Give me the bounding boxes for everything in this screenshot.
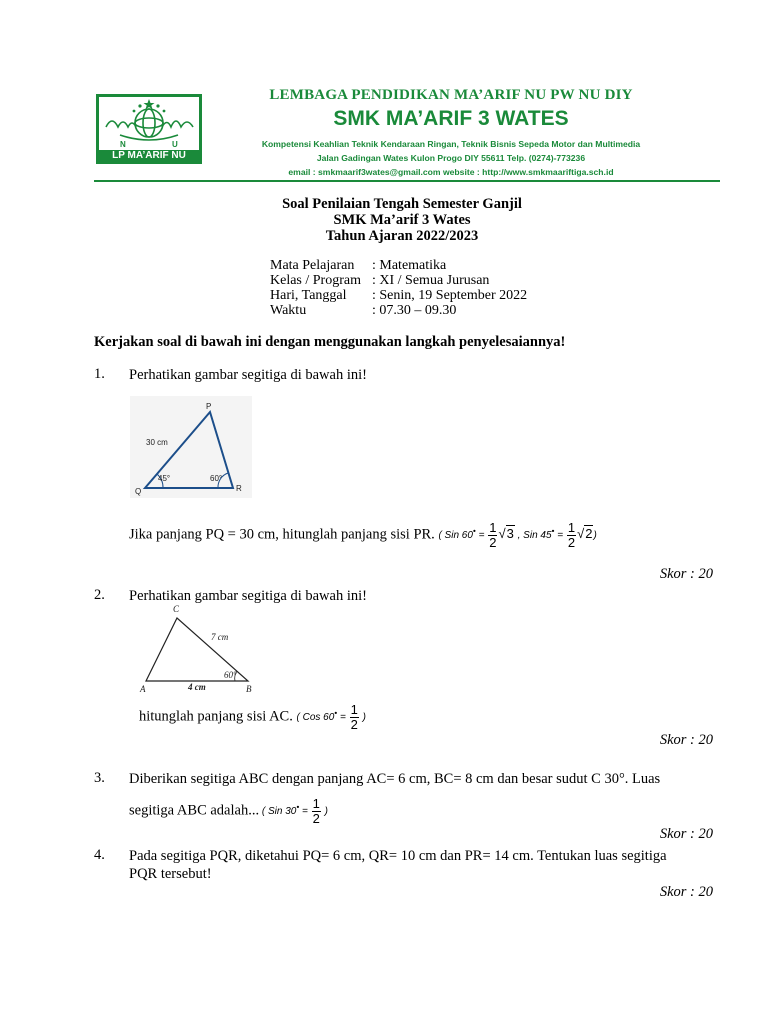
competencies-line: Kompetensi Keahlian Teknik Kendaraan Ringan, Teknik Bisnis Sepeda Motor dan Multimedia xyxy=(261,139,641,149)
hint-close: ) xyxy=(324,806,329,818)
fraction-denominator: 2 xyxy=(489,535,497,551)
angle-b-label: 60° xyxy=(224,670,237,680)
question-2-task-text: hitunglah panjang sisi AC. xyxy=(139,708,293,725)
question-1-task-text: Jika panjang PQ = 30 cm, hitunglah panjang sisi PR. xyxy=(129,526,435,543)
exam-year: Tahun Ajaran 2022/2023 xyxy=(325,228,479,244)
info-value: : XI / Semua Jurusan xyxy=(372,273,490,288)
instruction: Kerjakan soal di bawah ini dengan menggunakan langkah penyelesaiannya! xyxy=(94,334,566,350)
angle-r-label: 60° xyxy=(210,474,223,483)
vertex-b-label: B xyxy=(246,684,252,694)
contact-line: email : smkmaarif3wates@gmail.com website : http://www.smkmaariftiga.sch.id xyxy=(288,167,614,177)
vertex-c-label: C xyxy=(173,604,180,614)
address-line: Jalan Gadingan Wates Kulon Progo DIY 55611 Telp. (0274)-773236 xyxy=(316,153,586,163)
hint-text: ( Sin 30 xyxy=(261,806,297,818)
question-4-line-1: Pada segitiga PQR, diketahui PQ= 6 cm, QR= 10 cm dan PR= 14 cm. Tentukan luas segitiga xyxy=(129,848,667,864)
question-4-score: Skor : 20 xyxy=(659,884,713,900)
hint-close: ) xyxy=(593,530,597,542)
question-1-number: 1. xyxy=(94,366,105,382)
hint-equals: = xyxy=(337,712,346,724)
vertex-r-label: R xyxy=(236,484,242,493)
fraction-numerator: 1 xyxy=(567,520,576,536)
organization-name: LEMBAGA PENDIDIKAN MA’ARIF NU PW NU DIY xyxy=(269,87,633,103)
hint-text: ( Cos 60 xyxy=(296,712,335,724)
question-3-hint: ( Sin 30• = $\frac{1}{2}$ ) xyxy=(261,796,329,827)
info-value: : Matematika xyxy=(372,258,447,273)
logo-letter-u: U xyxy=(172,140,178,149)
logo-letter-n: N xyxy=(120,140,126,149)
question-1-prompt: Perhatikan gambar segitiga di bawah ini! xyxy=(129,367,367,383)
question-4-number: 4. xyxy=(94,847,105,863)
hint-equals: = xyxy=(299,806,308,818)
question-1-hint: ( Sin 60• = $\frac{1}{2}$ √3 , Sin 45• = $\frac{1}{2}$ √2) xyxy=(438,520,597,551)
question-3-number: 3. xyxy=(94,770,105,786)
question-2-number: 2. xyxy=(94,587,105,603)
info-row-date xyxy=(270,288,527,303)
info-value: : Senin, 19 September 2022 xyxy=(372,288,528,303)
hint-separator: , Sin 45 xyxy=(514,530,552,542)
info-row-subject xyxy=(270,258,446,273)
info-key: Hari, Tanggal xyxy=(270,288,347,303)
fraction-denominator: 2 xyxy=(567,535,576,551)
info-key: Waktu xyxy=(270,303,307,318)
question-3-line-1: Diberikan segitiga ABC dengan panjang AC= 6 cm, BC= 8 cm dan besar sudut C 30°. Luas xyxy=(129,771,661,787)
vertex-p-label: P xyxy=(206,402,212,411)
info-key: Kelas / Program xyxy=(270,273,361,288)
question-3-score: Skor : 20 xyxy=(659,826,713,842)
school-name: SMK MA’ARIF 3 WATES xyxy=(333,107,569,130)
exam-title: Soal Penilaian Tengah Semester Ganjil xyxy=(282,196,522,212)
hint-equals: = xyxy=(475,530,485,542)
side-ab-label: 4 cm xyxy=(188,682,206,692)
fraction-numerator: 1 xyxy=(312,796,320,812)
question-1-score: Skor : 20 xyxy=(659,566,713,582)
triangle-pqr-figure xyxy=(130,396,252,498)
question-2-hint: ( Cos 60• = $\frac{1}{2}$ ) xyxy=(296,702,366,733)
angle-q-label: 45° xyxy=(158,474,171,483)
exam-school: SMK Ma’arif 3 Wates xyxy=(333,212,471,228)
question-1-task xyxy=(129,520,597,550)
question-3-line-2 xyxy=(129,796,328,826)
question-2-score: Skor : 20 xyxy=(659,732,713,748)
fraction-denominator: 2 xyxy=(312,811,320,827)
sqrt: √3 xyxy=(498,526,514,542)
info-key: Mata Pelajaran xyxy=(270,258,355,273)
fraction xyxy=(567,521,576,550)
triangle-abc-figure xyxy=(136,601,262,697)
hint-close: ) xyxy=(362,712,366,724)
logo-label: LP MA’ARIF NU xyxy=(99,150,199,162)
hint-equals: = xyxy=(554,530,564,542)
vertex-q-label: Q xyxy=(135,487,142,496)
question-2-task xyxy=(139,702,366,732)
fraction-numerator: 1 xyxy=(350,702,358,718)
side-pq-label: 30 cm xyxy=(146,438,168,447)
hint-text: ( Sin 60 xyxy=(438,530,473,542)
fraction-numerator: 1 xyxy=(489,520,497,536)
side-bc-label: 7 cm xyxy=(211,632,229,642)
info-row-class xyxy=(270,273,489,288)
question-4-line-2: PQR tersebut! xyxy=(129,866,212,882)
fraction xyxy=(312,797,321,826)
fraction xyxy=(350,703,359,732)
info-row-time xyxy=(270,303,456,318)
fraction-denominator: 2 xyxy=(350,717,358,733)
info-value: : 07.30 – 09.30 xyxy=(372,303,457,318)
header-divider xyxy=(94,180,720,182)
vertex-a-label: A xyxy=(140,684,146,694)
question-2-prompt: Perhatikan gambar segitiga di bawah ini! xyxy=(129,588,367,604)
sqrt-radicand: 3 xyxy=(506,526,514,542)
sqrt: √2 xyxy=(577,526,593,542)
sqrt-radicand: 2 xyxy=(585,526,593,542)
nu-globe-emblem xyxy=(100,97,198,149)
fraction xyxy=(488,521,497,550)
question-3-task-text: segitiga ABC adalah... xyxy=(129,802,260,819)
